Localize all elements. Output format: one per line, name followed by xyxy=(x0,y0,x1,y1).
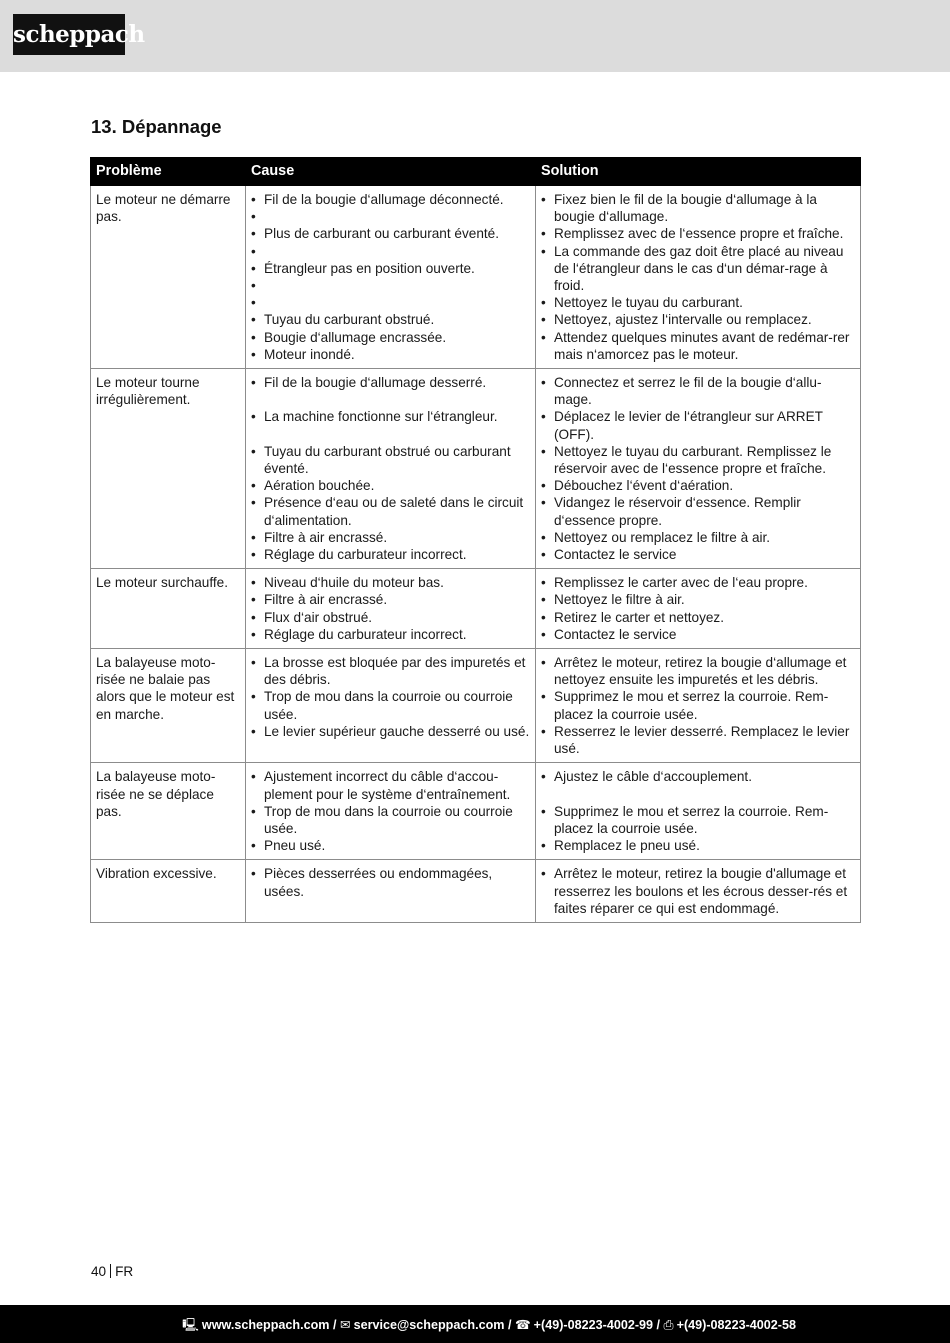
solution-item xyxy=(541,786,855,803)
causes-list xyxy=(251,574,530,643)
table-header-row xyxy=(91,158,861,186)
solution-cell xyxy=(536,569,861,649)
cause-cell xyxy=(246,649,536,763)
solution-item: • Supprimez le mou et serrez la courroie. Rem-placez la courroie usée. xyxy=(541,688,855,722)
column-header-cause: Cause xyxy=(246,158,536,186)
solution-item: • Ajustez le câble d‘accouplement. xyxy=(541,768,855,785)
column-header-problem: Problème xyxy=(91,158,246,186)
cause-item: • Trop de mou dans la courroie ou courroie usée. xyxy=(251,803,530,837)
solution-item: • La commande des gaz doit être placé au niveau de l‘étrangleur dans le cas d‘un démar-rage à froid. xyxy=(541,243,855,295)
contact-bar xyxy=(0,1305,950,1343)
causes-list xyxy=(251,374,530,563)
cause-item: • La machine fonctionne sur l‘étrangleur. xyxy=(251,408,530,425)
fax-icon: ⎙ xyxy=(663,1318,674,1332)
causes-list xyxy=(251,654,530,740)
phone-icon: ☎︎ xyxy=(514,1318,531,1332)
cause-item: • Filtre à air encrassé. xyxy=(251,529,530,546)
cause-item: • Réglage du carburateur incorrect. xyxy=(251,626,530,643)
table-row xyxy=(91,763,861,860)
cause-item: • Présence d‘eau ou de saleté dans le circuit d‘alimentation. xyxy=(251,494,530,528)
cause-item xyxy=(251,294,530,311)
solution-item: • Nettoyez ou remplacez le filtre à air. xyxy=(541,529,855,546)
cause-item xyxy=(251,391,530,408)
cause-item: • Niveau d‘huile du moteur bas. xyxy=(251,574,530,591)
solution-item: • Nettoyez le tuyau du carburant. Remplissez le réservoir avec de l‘essence propre et fraîche. xyxy=(541,443,855,477)
cause-item: • Pièces desserrées ou endommagées, usées. xyxy=(251,865,530,899)
cause-item: • Plus de carburant ou carburant éventé. xyxy=(251,225,530,242)
solution-cell xyxy=(536,369,861,569)
cause-item: • Filtre à air encrassé. xyxy=(251,591,530,608)
fax-number: +(49)-08223-4002-58 xyxy=(676,1318,796,1332)
solution-item: • Arrêtez le moteur, retirez la bougie d‘allumage et nettoyez ensuite les impuretés et les débris. xyxy=(541,654,855,688)
solution-cell xyxy=(536,763,861,860)
causes-list xyxy=(251,768,530,854)
solution-item: • Nettoyez le tuyau du carburant. xyxy=(541,294,855,311)
solution-item: • Arrêtez le moteur, retirez la bougie d'allumage et resserrez les boulons et les écrous desser-rés et faites réparer ce qui est endommagé. xyxy=(541,865,855,917)
solutions-list xyxy=(541,865,855,917)
cause-item: • Étrangleur pas en position ouverte. xyxy=(251,260,530,277)
solution-cell xyxy=(536,860,861,923)
solution-item: • Débouchez l‘évent d‘aération. xyxy=(541,477,855,494)
solution-item: • Retirez le carter et nettoyez. xyxy=(541,609,855,626)
cause-item: • Tuyau du carburant obstrué. xyxy=(251,311,530,328)
cause-item: • Réglage du carburateur incorrect. xyxy=(251,546,530,563)
table-body xyxy=(91,186,861,923)
solution-item: • Remplissez le carter avec de l‘eau propre. xyxy=(541,574,855,591)
cause-item: • Fil de la bougie d‘allumage desserré. xyxy=(251,374,530,391)
cause-cell xyxy=(246,860,536,923)
solution-item: • Nettoyez le filtre à air. xyxy=(541,591,855,608)
solution-item: • Supprimez le mou et serrez la courroie. Rem-placez la courroie usée. xyxy=(541,803,855,837)
cause-item xyxy=(251,277,530,294)
brand-logo: scheppach xyxy=(13,14,125,55)
cause-item: • Pneu usé. xyxy=(251,837,530,854)
cause-item: • Moteur inondé. xyxy=(251,346,530,363)
cause-item: • Flux d‘air obstrué. xyxy=(251,609,530,626)
contact-line xyxy=(182,1316,796,1337)
table-row xyxy=(91,186,861,369)
cause-item: • Fil de la bougie d‘allumage déconnecté. xyxy=(251,191,530,208)
table-row xyxy=(91,569,861,649)
cause-cell xyxy=(246,186,536,369)
column-header-solution: Solution xyxy=(536,158,861,186)
cause-cell xyxy=(246,569,536,649)
website-link[interactable]: www.scheppach.com / xyxy=(201,1318,337,1332)
solution-item: • Attendez quelques minutes avant de redémar-rer mais n‘amorcez pas le moteur. xyxy=(541,329,855,363)
cause-item xyxy=(251,426,530,443)
email-icon: ✉︎ xyxy=(340,1318,351,1332)
problem-cell: Le moteur surchauffe. xyxy=(91,569,246,649)
solutions-list xyxy=(541,654,855,757)
header-band xyxy=(0,0,950,72)
causes-list xyxy=(251,865,530,899)
problem-cell: La balayeuse moto-risée ne balaie pas alors que le moteur est en marche. xyxy=(91,649,246,763)
problem-cell: Le moteur ne démarre pas. xyxy=(91,186,246,369)
language-code: FR xyxy=(115,1264,134,1279)
solutions-list xyxy=(541,768,855,854)
table-row xyxy=(91,860,861,923)
solution-item: • Remplacez le pneu usé. xyxy=(541,837,855,854)
problem-cell: La balayeuse moto-risée ne se déplace pas. xyxy=(91,763,246,860)
cause-item xyxy=(251,208,530,225)
solution-item: • Nettoyez, ajustez l‘intervalle ou remplacez. xyxy=(541,311,855,328)
solutions-list xyxy=(541,574,855,643)
solution-item: • Vidangez le réservoir d‘essence. Remplir d‘essence propre. xyxy=(541,494,855,528)
cause-cell xyxy=(246,369,536,569)
cause-item: • Le levier supérieur gauche desserré ou usé. xyxy=(251,723,530,740)
solution-item: • Connectez et serrez le fil de la bougie d‘allu-mage. xyxy=(541,374,855,408)
cause-item: • Aération bouchée. xyxy=(251,477,530,494)
email-link[interactable]: service@scheppach.com / xyxy=(353,1318,512,1332)
cause-item: • Bougie d‘allumage encrassée. xyxy=(251,329,530,346)
cause-item xyxy=(251,243,530,260)
cause-item: • Ajustement incorrect du câble d‘accou-plement pour le système d‘entraînement. xyxy=(251,768,530,802)
phone-number: +(49)-08223-4002-99 / xyxy=(533,1318,661,1332)
table-row xyxy=(91,649,861,763)
solution-cell xyxy=(536,649,861,763)
cause-item: • Trop de mou dans la courroie ou courroie usée. xyxy=(251,688,530,722)
page-number: 40 xyxy=(91,1264,107,1279)
solution-item: • Remplissez avec de l‘essence propre et fraîche. xyxy=(541,225,855,242)
problem-cell: Vibration excessive. xyxy=(91,860,246,923)
table-row xyxy=(91,369,861,569)
solutions-list xyxy=(541,374,855,563)
solutions-list xyxy=(541,191,855,363)
troubleshooting-table xyxy=(90,157,861,923)
solution-item: • Resserrez le levier desserré. Remplacez le levier usé. xyxy=(541,723,855,757)
divider xyxy=(110,1264,111,1278)
page-footer xyxy=(91,1264,133,1279)
cause-item: • Tuyau du carburant obstrué ou carburant éventé. xyxy=(251,443,530,477)
cause-cell xyxy=(246,763,536,860)
problem-cell: Le moteur tourne irrégulièrement. xyxy=(91,369,246,569)
solution-item: • Contactez le service xyxy=(541,626,855,643)
solution-item: • Déplacez le levier de l‘étrangleur sur ARRET (OFF). xyxy=(541,408,855,442)
causes-list xyxy=(251,191,530,363)
cause-item: • La brosse est bloquée par des impuretés et des débris. xyxy=(251,654,530,688)
computer-icon: 🖳︎ xyxy=(182,1318,199,1332)
solution-item: • Fixez bien le fil de la bougie d‘allumage à la bougie d‘allumage. xyxy=(541,191,855,225)
solution-cell xyxy=(536,186,861,369)
section-title: 13. Dépannage xyxy=(91,116,222,137)
solution-item: • Contactez le service xyxy=(541,546,855,563)
